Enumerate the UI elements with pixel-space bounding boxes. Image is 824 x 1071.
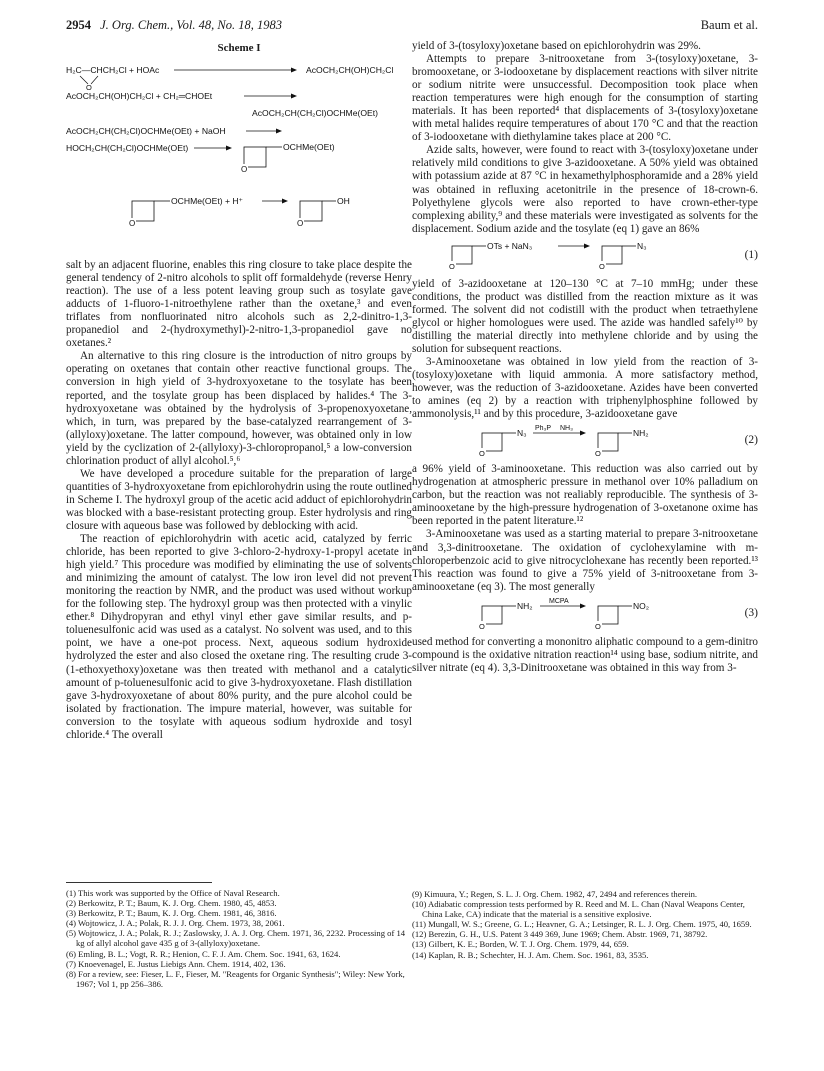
- arrow-4-head: [226, 146, 232, 151]
- running-authors: Baum et al.: [700, 18, 758, 32]
- footnote-7: (7) Knoevenagel, E. Justus Liebigs Ann. Chem. 1914, 402, 136.: [66, 958, 286, 969]
- right-column: [412, 40, 758, 675]
- footnote-1: (1) This work was supported by the Office of Naval Research.: [66, 888, 280, 898]
- scheme-svg: [66, 61, 412, 259]
- scheme-r2-product: AcOCH₂CH(CH₂Cl)OCHMe(OEt): [252, 108, 379, 119]
- footnote-8: (8) For a review, see: Fieser, L. F., Fieser, M. "Reagents for Organic Synthesis"; Wiley: New York, 1967; Vol 1, pp 256–386.: [66, 968, 405, 989]
- right-paragraph-7: 3-Aminooxetane was used as a starting material to prepare 3-nitrooxetane and 3,3-dinitrooxetane. The oxidation of cyclohexylamine with m-chloroperbenzoic acid to give nitrocyclohexane has recently been reported.¹³ This reaction was found to give a 75% yield of 3-nitrooxetane from 3-aminooxetane (eq 3). The most generally: [412, 528, 758, 593]
- page-number: 2954: [66, 18, 91, 32]
- eq3-left-label: NH₂: [517, 600, 533, 611]
- scheme-r1-reactants: H₂C—CHCH₂Cl + HOAc: [66, 65, 160, 76]
- right-paragraph-2: Attempts to prepare 3-nitrooxetane from 3-(tosyloxy)oxetane, 3-bromooxetane, or 3-iodooxetane by displacement reactions with silver nitrite or sodium nitrite were unsuccessful. Decomposition took place when reaction temperatures were high enough for the consumption of starting materials. It has been reported⁴ that displacements of 3-(tosyloxy)oxetane with metal halides require temperatures of about 170 °C and that the reaction of 3-iodooxetane with diethylamine takes place at 200 °C.: [412, 53, 758, 144]
- eq2-oxygen-left: O: [479, 449, 485, 459]
- eq2-oxygen-right: O: [595, 449, 601, 459]
- scheme-1: [66, 61, 412, 259]
- epoxide-bond-right: [91, 76, 98, 84]
- eq1-oxygen-right: O: [599, 261, 605, 271]
- equation-1-svg: [412, 240, 712, 274]
- eq1-arrow-head: [584, 243, 590, 248]
- oxetane-oxygen-3: O: [297, 219, 304, 229]
- journal-citation: J. Org. Chem., Vol. 48, No. 18, 1983: [100, 18, 282, 32]
- footnote-5: (5) Wojtowicz, J. A.; Polak, R. J.; Zaslowsky, J. A. J. Org. Chem. 1971, 36, 2232. Processing of 14 kg of allyl alcohol gave 435 g of 3-(allyloxy)oxetane.: [66, 928, 406, 949]
- arrow-3-head: [276, 129, 282, 134]
- eq2-right-label: NH₂: [633, 428, 649, 439]
- equation-3: [412, 598, 758, 632]
- eq3-reagent: MCPA: [549, 597, 569, 605]
- scheme-r4-product: OH: [337, 196, 350, 207]
- arrow-1-head: [291, 68, 297, 73]
- footnote-9: (9) Kimuura, Y.; Regen, S. L. J. Org. Chem. 1982, 47, 2494 and references therein.: [412, 889, 698, 899]
- equation-3-svg: [412, 598, 712, 632]
- eq3-oxygen-left: O: [479, 621, 485, 631]
- left-paragraph-3: We have developed a procedure suitable for the preparation of large quantities of 3-hydroxyoxetane from epichlorohydrin using the route outlined in Scheme I. The hydroxyl group of the acetic acid adduct of epichlorohydrin was blocked with a base-resistant protecting group. Ester hydrolysis and ring closure with aqueous base was followed by deblocking with acid.: [66, 467, 412, 532]
- header-left: [66, 18, 282, 33]
- left-paragraph-2: An alternative to this ring closure is the introduction of nitro groups by operating on oxetanes that contain other reactive functional groups. The conversion in high yield of 3-hydroxyoxetane to the tosylate has been reported, and the tosylate group has been displaced by halides.⁴ The 3-hydroxyoxetane was obtained by the hydrolysis of 3-propenoxyoxetane, which, in turn, was prepared by the base-catalyzed rearrangement of 3-(allyloxy)oxetane. The latter compound, however, was obtained only in low yield by the cyclization of 2-(allyloxy)-3-chloropropanol,⁵ a low-conversion chlorination product of allyl alcohol.⁵,⁶: [66, 350, 412, 467]
- right-paragraph-3: Azide salts, however, were found to react with 3-(tosyloxy)oxetane under relatively mild conditions to give 3-azidooxetane. A 50% yield was obtained with potassium azide at 87 °C in hexamethylphosphoramide and a 28% yield was obtained in refluxing acetonitrile in the presence of 18-crown-6. Polyethylene glycols were also reported to have crown-ether-type complexing ability,⁹ and these materials were investigated as solvents for the displacement. Sodium azide and the tosylate (eq 1) gave an 86%: [412, 144, 758, 235]
- oxetane-oxygen-1: O: [241, 165, 248, 175]
- right-paragraph-6: a 96% yield of 3-aminooxetane. This reduction was also carried out by hydrogenation at atmospheric pressure in methanol over 10% palladium on carbon, but the reaction was not realiably reproducible. The synthesis of 3-aminooxetane by the high-pressure hydrogenation of 3-oxetanone oxime has been reported in the patent literature.¹²: [412, 463, 758, 528]
- eq3-right-label: NO₂: [633, 600, 650, 611]
- footnote-6: (6) Emling, B. L.; Vogt, R. R.; Henion, C. F. J. Am. Chem. Soc. 1941, 63, 1624.: [66, 948, 341, 959]
- footnote-2: (2) Berkowitz, P. T.; Baum, K. J. Org. Chem. 1980, 45, 4853.: [66, 898, 277, 909]
- eq2-reagent-2: NH₃: [560, 425, 573, 433]
- right-paragraph-8: used method for converting a mononitro aliphatic compound to a gem-dinitro compound is the oxidative nitration reaction¹⁴ using base, sodium nitrite, and silver nitrate (eq 4). 3,3-Dinitrooxetane was obtained in this way from 3-: [412, 635, 758, 674]
- oxetane-oxygen-2: O: [129, 219, 136, 229]
- equation-2-svg: [412, 425, 712, 459]
- eq2-arrow-head: [580, 431, 586, 436]
- left-paragraph-4: The reaction of epichlorohydrin with acetic acid, catalyzed by ferric chloride, has been reported to give 3-chloro-2-hydroxy-1-propyl acetate in high yield.⁷ This procedure was modified by eliminating the use of solvents and minimizing the amount of catalyst. The low iron level did not prevent monitoring the reaction by NMR, and the product was used without workup for the following step. The hydroxyl group was then protected with a vinylic ether.⁸ Dihydropyran and ethyl vinyl ether gave similar results, and p-toluenesulfonic acid was used as a catalyst. No solvent was used, and to this point, we have a one-pot process. Next, aqueous sodium hydroxide hydrolyzed the ester and also closed the oxetane ring. The resulting crude 3-(1-ethoxyethoxy)oxetane was then treated with methanol and a catalytic amount of p-toluenesulfonic acid to give 3-hydroxyoxetane. Flash distillation gave 3-hydroxyoxetane of about 80% purity, and the pure alcohol could be isolated by fractionation. The impure material, however, was suitable for conversion to the tosylate with aqueous sodium hydroxide and tosyl chloride.⁴ The overall: [66, 533, 412, 741]
- right-paragraph-1: yield of 3-(tosyloxy)oxetane based on epichlorohydrin was 29%.: [412, 40, 701, 52]
- scheme-r4-reactant: OCHMe(OEt) + H⁺: [171, 196, 244, 207]
- eq2-reagent-1: Ph₃P: [535, 425, 552, 433]
- eq2-number: (2): [744, 434, 758, 447]
- scheme-title: Scheme I: [217, 42, 261, 54]
- eq3-oxygen-right: O: [595, 621, 601, 631]
- scheme-r1-product: AcOCH₂CH(OH)CH₂Cl: [306, 65, 394, 76]
- arrow-5-head: [282, 199, 288, 204]
- scheme-r2-reactants: AcOCH₂CH(OH)CH₂Cl + CH₂═CHOEt: [66, 91, 213, 102]
- footnotes-right: [412, 889, 758, 960]
- footnote-12: (12) Berezin, G. H., U.S. Patent 3 449 369, June 1969; Chem. Abstr. 1969, 71, 38792.: [412, 929, 708, 940]
- eq3-arrow-head: [580, 603, 586, 608]
- right-paragraph-5: 3-Aminooxetane was obtained in low yield from the reaction of 3-(tosyloxy)oxetane with liquid ammonia. A more satisfactory method, however, was the reduction of 3-azidooxetane. Azides have been converted to amines (eq 2) by a reaction with triphenylphosphine followed by ammonolysis,¹¹ and by this procedure, 3-azidooxetane gave: [412, 355, 758, 421]
- arrow-2-head: [291, 94, 297, 99]
- eq1-right-label: N₃: [637, 240, 647, 251]
- footnote-14: (14) Kaplan, R. B.; Schechter, H. J. Am. Chem. Soc. 1961, 83, 3535.: [412, 949, 649, 960]
- footnote-4: (4) Wojtowicz, J. A.; Polak, R. J. J. Org. Chem. 1973, 38, 2061.: [66, 918, 285, 929]
- footnote-3: (3) Berkowitz, P. T.; Baum, K. J. Org. Chem. 1981, 46, 3816.: [66, 908, 277, 919]
- page-header: [66, 18, 758, 38]
- eq3-number: (3): [744, 606, 758, 619]
- scheme-r3-product: OCHMe(OEt): [283, 142, 335, 153]
- scheme-r3-intermediate: HOCH₂CH(CH₂Cl)OCHMe(OEt): [66, 143, 189, 154]
- eq1-number: (1): [744, 248, 758, 261]
- footnotes-left: [66, 888, 412, 989]
- left-column: [66, 40, 412, 742]
- right-paragraph-4: yield of 3-azidooxetane at 120–130 °C at 7–10 mmHg; under these conditions, the product was distilled from the reaction mixture as it was formed. The solvent did not codistill with the product when tetraethylene glycol or higher homologues were used. The azide was handled safely¹⁰ by distilling the material directly into methylene chloride and by using the solution for subsequent reactions.: [412, 277, 758, 355]
- epoxide-oxygen: O: [86, 83, 92, 93]
- footnote-rule: [66, 882, 212, 883]
- footnote-13: (13) Gilbert, K. E.; Borden, W. T. J. Org. Chem. 1979, 44, 659.: [412, 939, 629, 950]
- eq2-left-label: N₃: [517, 428, 527, 439]
- scheme-r3-reactants: AcOCH₂CH(CH₂Cl)OCHMe(OEt) + NaOH: [66, 126, 226, 137]
- eq1-oxygen-left: O: [449, 261, 455, 271]
- left-paragraph-1: salt by an adjacent fluorine, enables this ring closure to take place despite the general tendency of 2-nitro alcohols to split off formaldehyde (reverse Henry reaction). The use of a less potent leaving group such as tosylate gave adducts of 1-fluoro-1-nitroethylene rather than the oxetane,³ and even triflates from nonfluorinated nitro alcohols such as 2,2-dinitro-1,3-propanediol and 2-(hydroxymethyl)-2-nitro-1,3-propanediol gave no oxetanes.²: [66, 259, 412, 350]
- equation-2: [412, 425, 758, 459]
- footnote-11: (11) Mungall, W. S.; Greene, G. L.; Heavner, G. A.; Letsinger, R. L. J. Org. Chem. 1975, 40, 1659.: [412, 919, 752, 930]
- eq1-left-label: OTs + NaN₃: [487, 240, 533, 251]
- equation-1: [412, 240, 758, 274]
- footnote-10: (10) Adiabatic compression tests performed by R. Reed and M. L. Chan (Naval Weapons Center, China Lake, CA) indicate that the material is a sensitive explosive.: [412, 899, 745, 920]
